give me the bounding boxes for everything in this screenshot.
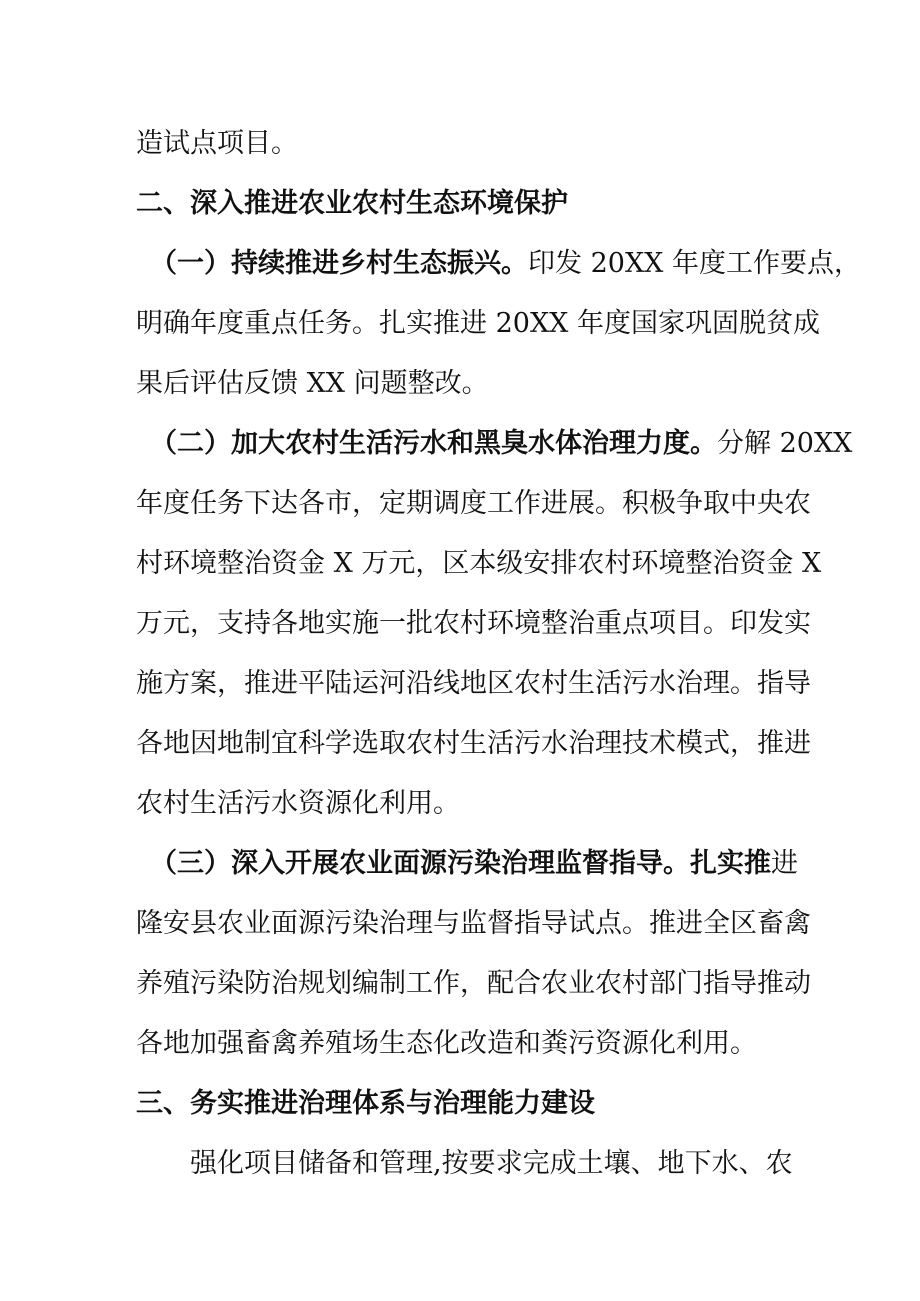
subsection-heading-1: （一）持续推进乡村生态振兴。 [150,248,528,279]
subsection-line-2 [150,430,852,457]
body-line: 明确年度重点任务。扎实推进 20XX 年度国家巩固脱贫成 [136,308,820,339]
body-line: 施方案，推进平陆运河沿线地区农村生活污水治理。指导 [136,668,811,699]
body-text: 分解 20XX [717,428,853,459]
subsection-line-1 [150,250,861,277]
body-text: 印发 20XX 年度工作要点， [528,248,861,279]
body-line: 养殖污染防治规划编制工作，配合农业农村部门指导推动 [136,968,811,999]
body-line: 各地加强畜禽养殖场生态化改造和粪污资源化利用。 [136,1028,757,1059]
body-line: 果后评估反馈 XX 问题整改。 [136,368,489,399]
body-line: 年度任务下达各市，定期调度工作进展。积极争取中央农 [136,488,811,519]
body-line: 农村生活污水资源化利用。 [136,788,460,819]
body-line: 隆安县农业面源污染治理与监督指导试点。推进全区畜禽 [136,908,811,939]
subsection-heading-3: （三）深入开展农业面源污染治理监督指导。扎实推 [150,848,771,879]
body-line: 强化项目储备和管理,按要求完成土壤、地下水、农 [190,1148,793,1179]
section-heading-3: 三、务实推进治理体系与治理能力建设 [136,1088,595,1119]
section-heading-2: 二、深入推进农业农村生态环境保护 [136,188,568,219]
body-line: 各地因地制宜科学选取农村生活污水治理技术模式，推进 [136,728,811,759]
subsection-line-3 [150,850,798,877]
body-line: 万元，支持各地实施一批农村环境整治重点项目。印发实 [136,608,811,639]
body-line: 造试点项目。 [136,128,298,159]
body-line: 村环境整治资金 X 万元，区本级安排农村环境整治资金 X [136,548,822,579]
subsection-heading-2: （二）加大农村生活污水和黑臭水体治理力度。 [150,428,717,459]
body-text: 进 [771,848,798,879]
